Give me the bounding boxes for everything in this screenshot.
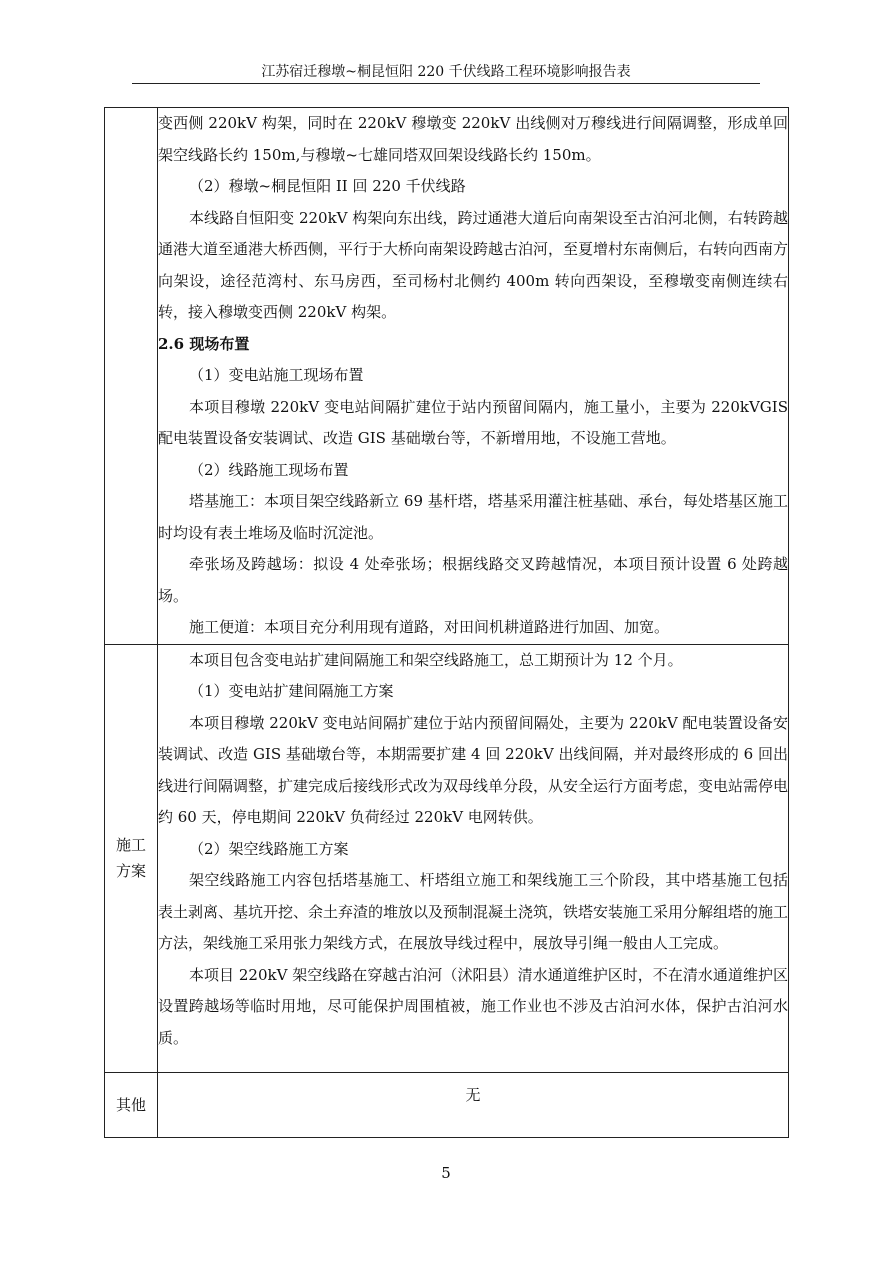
paragraph: 施工便道：本项目充分利用现有道路，对田间机耕道路进行加固、加宽。 [189, 618, 670, 636]
paragraph: 本项目穆墩 220kV 变电站间隔扩建位于站内预留间隔内，施工量小，主要为 220kVGIS 配电装置设备安装调试、改造 GIS 基础墩台等，不新增用地，不设施工营地。 [158, 397, 788, 447]
section-heading: 2.6 现场布置 [158, 334, 250, 353]
subheading: （1）变电站施工现场布置 [189, 366, 364, 384]
construction-plan-content [158, 644, 789, 1072]
paragraph: 架空线路施工内容包括塔基施工、杆塔组立施工和架线施工三个阶段，其中塔基施工包括表土剥离、基坑开挖、余土弃渣的堆放以及预制混凝土浇筑，铁塔安装施工采用分解组塔的施工方法，架线施工采用张力架线方式，在展放导线过程中，展放导引绳一般由人工完成。 [158, 871, 789, 952]
report-table [104, 107, 789, 1138]
subheading: （2）线路施工现场布置 [189, 460, 349, 479]
other-value: 无 [158, 1072, 789, 1137]
row-label-other: 其他 [105, 1072, 158, 1137]
row-label-construction-plan [105, 644, 158, 1072]
paragraph: 本项目 220kV 架空线路在穿越古泊河（沭阳县）清水通道维护区时，不在清水通道维护区设置跨越场等临时用地，尽可能保护周围植被，施工作业也不涉及古泊河水体，保护古泊河水质。 [158, 965, 788, 1047]
subheading: （2）穆墩~桐昆恒阳 II 回 220 千伏线路 [189, 177, 466, 195]
row-construction-plan [105, 644, 789, 1072]
paragraph: 本项目穆墩 220kV 变电站间隔扩建位于站内预留间隔处，主要为 220kV 配电装置设备安装调试、改造 GIS 基础墩台等，本期需要扩建 4 回 220kV 出线间隔，并对最终形成的 6 回出线进行间隔调整，扩建完成后接线形式改为双母线单分段，从安全运行方面考虑，变电站需停电约 60 天，停电期间 220kV 负荷经过 220kV 电网转供。 [158, 713, 789, 826]
paragraph: 变西侧 220kV 构架，同时在 220kV 穆墩变 220kV 出线侧对万穆线进行间隔调整，形成单回架空线路长约 150m,与穆墩~七雄同塔双回架设线路长约 150m。 [158, 114, 788, 164]
subheading: （2）架空线路施工方案 [189, 839, 349, 858]
subheading: （1）变电站扩建间隔施工方案 [189, 682, 394, 700]
page-number: 5 [441, 1164, 451, 1182]
paragraph: 塔基施工：本项目架空线路新立 69 基杆塔，塔基采用灌注桩基础、承台，每处塔基区施工时均设有表土堆场及临时沉淀池。 [158, 492, 788, 542]
label-text: 施工方案 [115, 836, 146, 880]
paragraph: 本线路自恒阳变 220kV 构架向东出线，跨过通港大道后向南架设至古泊河北侧，右转跨越通港大道至通港大桥西侧，平行于大桥向南架设跨越古泊河，至夏增村东南侧后，右转向西南方向架设，途径范湾村、东马房西，至司杨村北侧约 400m 转向西架设，至穆墩变南侧连续右转，接入穆墩变西侧 220kV 构架。 [158, 208, 789, 321]
row-other [105, 1072, 789, 1137]
paragraph: 牵张场及跨越场：拟设 4 处牵张场；根据线路交叉跨越情况，本项目预计设置 6 处跨越场。 [158, 555, 788, 605]
row-site-layout [105, 108, 789, 645]
site-layout-content [158, 108, 789, 645]
page-header: 江苏宿迁穆墩~桐昆恒阳 220 千伏线路工程环境影响报告表 [261, 64, 631, 80]
row-label-empty [105, 108, 158, 645]
paragraph: 本项目包含变电站扩建间隔施工和架空线路施工，总工期预计为 12 个月。 [189, 650, 683, 669]
header-rule [132, 83, 760, 84]
